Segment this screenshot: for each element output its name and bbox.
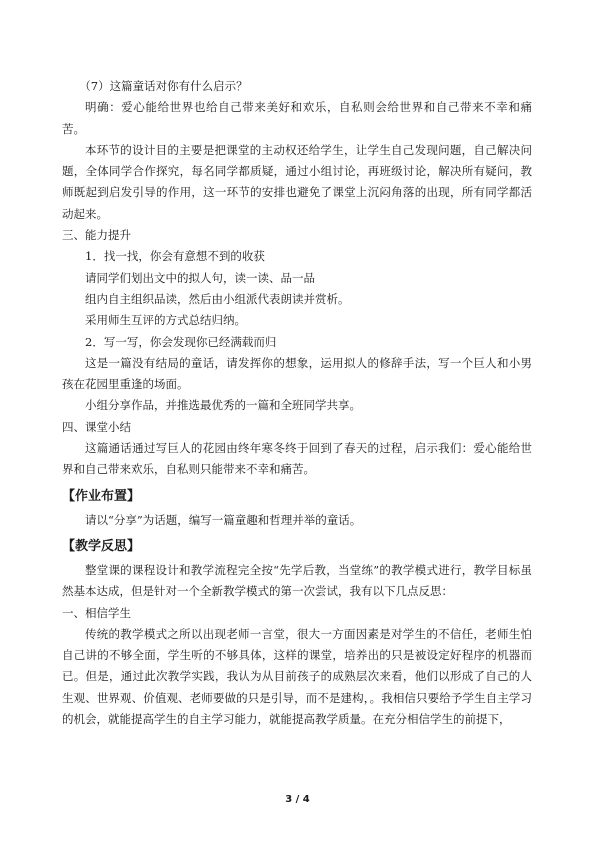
question-7: （7）这篇童话对你有什么启示？ <box>79 79 248 93</box>
s3-item1-line1: 请同学们划出文中的拟人句，读一读、品一品 <box>85 270 315 285</box>
s3-item2-line2: 小组分享作品，并推选最优秀的一篇和全班同学共享。 <box>85 398 361 413</box>
section-4-paragraph: 这篇通话通过写巨人的花园由终年寒冬终于回到了春天的过程，启示我们：爱心能给世界和自己带来欢乐，自私则只能带来不幸和痛苦。 <box>62 441 532 477</box>
design-note-paragraph: 本环节的设计目的主要是把课堂的主动权还给学生，让学生自己发现问题，自己解决问题，全体同学合作探究，每名同学都质疑，通过小组讨论，再班级讨论，解决所有疑问，教师既起到启发引导的作用，这一环节的安排也避免了课堂上沉闷角落的出现，所有同学都活动起来。 <box>62 142 532 221</box>
section-3-heading: 三、能力提升 <box>62 228 131 243</box>
reflection-1-paragraph: 传统的教学模式之所以出现老师一言堂，很大一方面因素是对学生的不信任，老师生怕自己讲的不够全面，学生听的不够具体，这样的课堂，培养出的只是被设定好程序的机器而已。但是，通过此次教学实践，我认为从目前孩子的成熟层次来看，他们以形成了自己的人生观、世界观、价值观、老师要做的只是引导，而不是建构，。我相信只要给予学生自主学习的机会，就能提高学生的自主学习能力，就能提高教学质量。在充分相信学生的前提下， <box>62 626 532 727</box>
s3-item1-title: 1．找一找，你会有意想不到的收获 <box>85 249 265 264</box>
reflection-heading: 【教学反思】 <box>62 538 141 554</box>
section-4-heading: 四、课堂小结 <box>62 419 131 434</box>
s3-item1-line2: 组内自主组织品读，然后由小组派代表朗读并赏析。 <box>85 291 350 306</box>
s3-item2-line1: 这是一篇没有结局的童话，请发挥你的想象，运用拟人的修辞手法，写一个巨人和小男孩在花园里重逢的场面。 <box>62 355 532 392</box>
reflection-1-heading: 一、相信学生 <box>62 605 131 620</box>
page-content <box>62 76 532 730</box>
page-number: 3 / 4 <box>285 794 310 805</box>
homework-heading: 【作业布置】 <box>62 488 141 504</box>
homework-paragraph: 请以“分享”为话题，编写一篇童趣和哲理并举的童话。 <box>85 512 362 527</box>
s3-item1-line3: 采用师生互评的方式总结归纳。 <box>85 313 246 328</box>
s3-item2-title: 2．写一写，你会发现你已经满载而归 <box>85 334 277 349</box>
answer-paragraph: 明确：爱心能给世界也给自己带来美好和欢乐，自私则会给世界和自己带来不幸和痛苦。 <box>62 100 532 136</box>
reflection-intro-paragraph: 整堂课的课程设计和教学流程完全按“先学后教，当堂练”的教学模式进行，教学目标虽然基本达成，但是针对一个全新教学模式的第一次尝试，我有以下几点反思： <box>62 562 532 599</box>
